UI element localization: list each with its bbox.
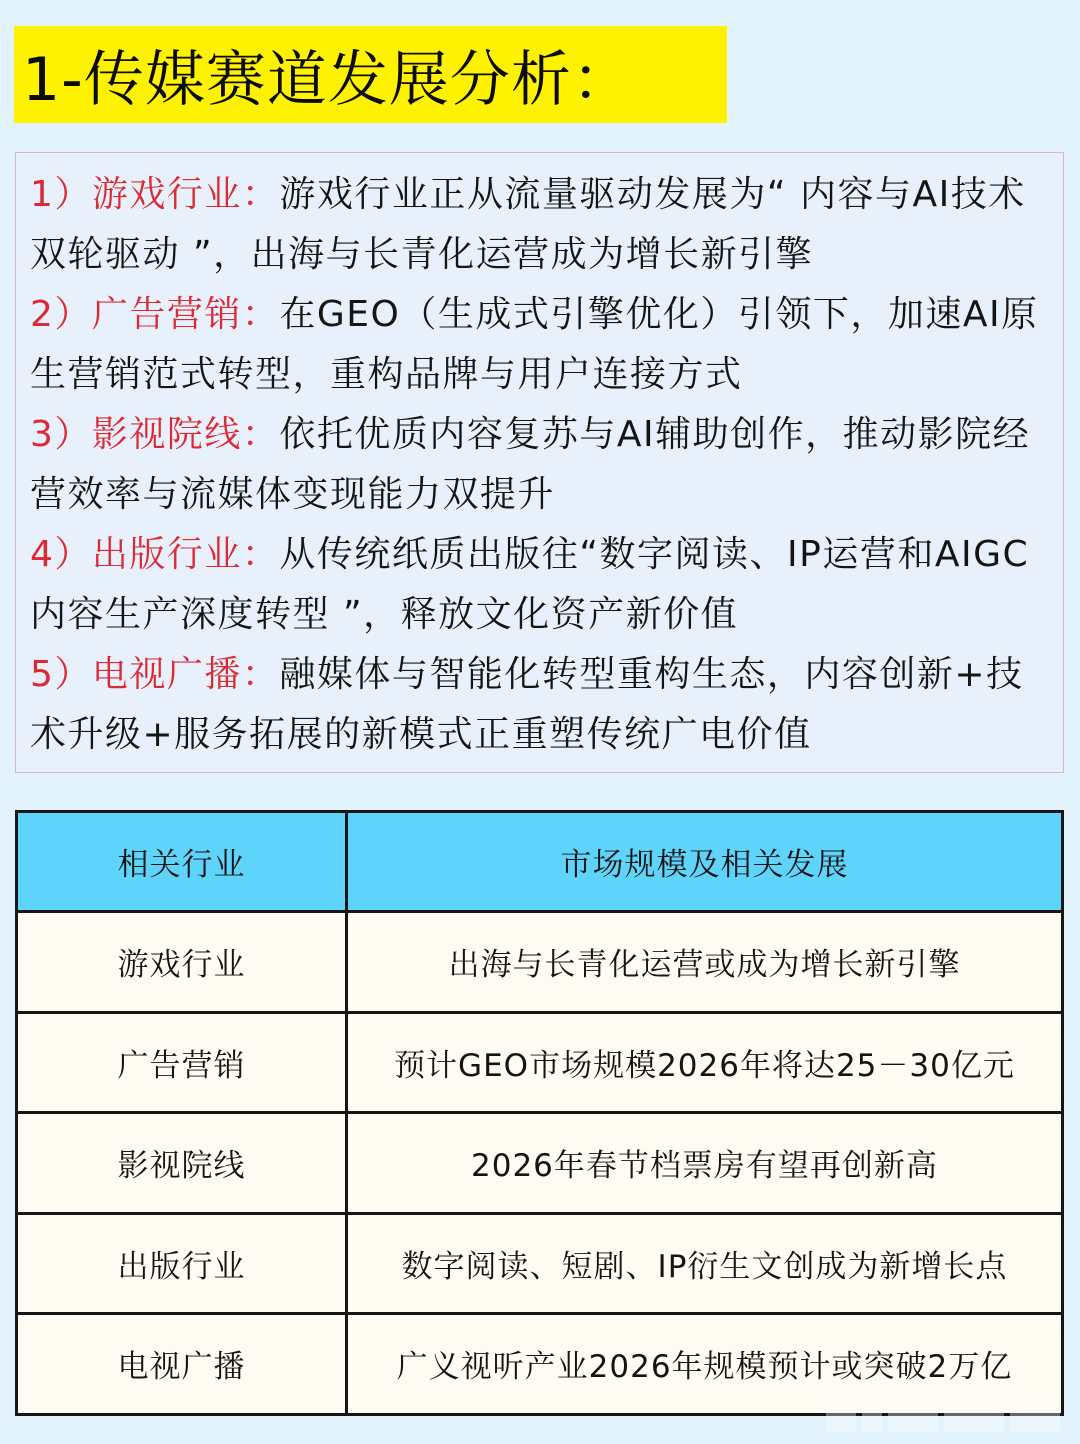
watermark-block: [1010, 1406, 1060, 1432]
page-title: 1-传媒赛道发展分析：: [22, 44, 633, 115]
point-item-games: [30, 165, 1060, 285]
table-row: [17, 1113, 1063, 1214]
point-text: 在GEO（生成式引擎优化）引领下，加速AI原生营销范式转型，重构品牌与用户连接方式: [30, 294, 1039, 395]
point-item-film: [30, 405, 1060, 525]
watermark-overlay: [826, 1404, 1066, 1434]
analysis-points-box: [15, 152, 1064, 773]
table-header-row: [17, 812, 1063, 912]
point-label: 4）出版行业：: [30, 534, 280, 575]
point-item-advertising: [30, 285, 1060, 405]
cell-industry: 电视广播: [17, 1314, 347, 1415]
header-market: 市场规模及相关发展: [346, 812, 1062, 912]
watermark-block: [862, 1406, 882, 1432]
point-text: 从传统纸质出版往“数字阅读、IP运营和AIGC内容生产深度转型 ”，释放文化资产新价值: [30, 534, 1030, 635]
table-row: [17, 912, 1063, 1013]
point-item-broadcast: [30, 645, 1060, 765]
point-text: 依托优质内容复苏与AI辅助创作，推动影院经营效率与流媒体变现能力双提升: [30, 414, 1031, 515]
cell-market: 数字阅读、短剧、IP衍生文创成为新增长点: [346, 1213, 1062, 1314]
point-label: 1）游戏行业：: [30, 174, 280, 215]
cell-industry: 出版行业: [17, 1213, 347, 1314]
market-table: [15, 810, 1064, 1416]
watermark-block: [826, 1406, 856, 1432]
cell-industry: 广告营销: [17, 1012, 347, 1113]
cell-industry: 影视院线: [17, 1113, 347, 1214]
point-label: 2）广告营销：: [30, 294, 280, 335]
table-row: [17, 1012, 1063, 1113]
cell-market: 出海与长青化运营或成为增长新引擎: [346, 912, 1062, 1013]
cell-market: 预计GEO市场规模2026年将达25－30亿元: [346, 1012, 1062, 1113]
cell-market: 2026年春节档票房有望再创新高: [346, 1113, 1062, 1214]
point-text: 游戏行业正从流量驱动发展为“ 内容与AI技术双轮驱动 ”，出海与长青化运营成为增长新引擎: [30, 174, 1026, 275]
table-row: [17, 1314, 1063, 1415]
point-text: 融媒体与智能化转型重构生态，内容创新+技术升级+服务拓展的新模式正重塑传统广电价值: [30, 654, 1024, 755]
point-label: 5）电视广播：: [30, 654, 280, 695]
table-row: [17, 1213, 1063, 1314]
watermark-block: [944, 1406, 1004, 1432]
title-banner: [14, 26, 727, 123]
header-industry: 相关行业: [17, 812, 347, 912]
cell-industry: 游戏行业: [17, 912, 347, 1013]
cell-market: 广义视听产业2026年规模预计或突破2万亿: [346, 1314, 1062, 1415]
point-item-publishing: [30, 525, 1060, 645]
watermark-block: [888, 1406, 938, 1432]
point-label: 3）影视院线：: [30, 414, 280, 455]
